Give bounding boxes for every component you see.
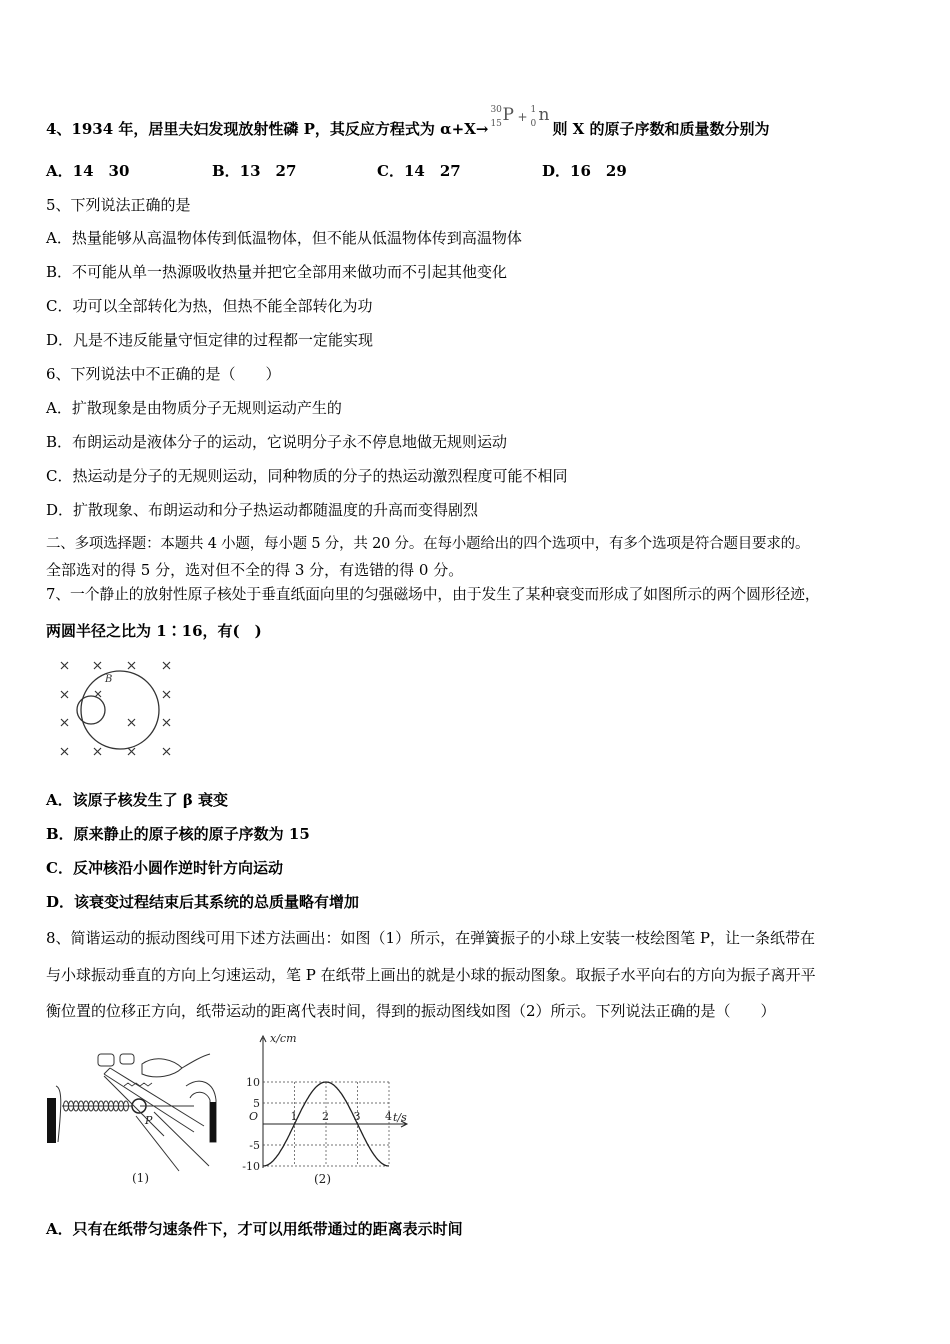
q5-option-c: C．功可以全部转化为热，但热不能全部转化为功 bbox=[46, 297, 373, 315]
q8-stem-line1: 8、简谐运动的振动图线可用下述方法画出：如图（1）所示，在弹簧振子的小球上安装一枝绘图笔 P，让一条纸带在 bbox=[46, 929, 815, 947]
label-b: B bbox=[105, 674, 113, 685]
q4-n-symbol: n bbox=[538, 105, 550, 125]
q8-option-a: A．只有在纸带匀速条件下，才可以用纸带通过的距离表示时间 bbox=[46, 1220, 463, 1238]
hand bbox=[142, 1059, 182, 1077]
q8-stem-line3: 衡位置的位移正方向，纸带运动的距离代表时间，得到的振动图线如图（2）所示。下列说法正确的是（ ） bbox=[46, 1002, 776, 1020]
q6-option-a: A．扩散现象是由物质分子无规则运动产生的 bbox=[46, 399, 342, 417]
right-stand-block bbox=[210, 1102, 216, 1142]
label-p: P bbox=[145, 1114, 153, 1127]
q4-p-z: 15 bbox=[490, 119, 502, 129]
q4-p-mass: 30 bbox=[490, 105, 502, 115]
large-circle-track bbox=[81, 671, 159, 749]
q5-option-a: A．热量能够从高温物体传到低温物体，但不能从低温物体传到高温物体 bbox=[46, 229, 522, 247]
y-axis-label: x/cm bbox=[270, 1032, 297, 1045]
q5-option-d: D．凡是不违反能量守恒定律的过程都一定能实现 bbox=[46, 331, 374, 349]
q4-option-d: D．16 29 bbox=[542, 162, 627, 180]
y-tick-label: 5 bbox=[253, 1097, 260, 1110]
q4-options bbox=[46, 161, 627, 181]
figure-2-caption: (2) bbox=[314, 1172, 331, 1186]
x-tick-label: 1 bbox=[290, 1110, 298, 1123]
y-tick-label: -10 bbox=[242, 1160, 260, 1173]
hand-arm bbox=[182, 1054, 210, 1068]
q4-n-z: 0 bbox=[530, 119, 537, 129]
q4-stem-b: 则 X 的原子序数和质量数分别为 bbox=[552, 120, 770, 138]
q6-option-d: D．扩散现象、布朗运动和分子热运动都随温度的升高而变得剧烈 bbox=[46, 501, 479, 519]
q7-stem-line2: 两圆半径之比为 1∶16，有( ) bbox=[46, 622, 262, 640]
q6-option-b: B．布朗运动是液体分子的运动，它说明分子永不停息地做无规则运动 bbox=[46, 433, 508, 451]
y-tick-label: -5 bbox=[249, 1139, 260, 1152]
q4-option-c: C．14 27 bbox=[377, 162, 461, 180]
q7-option-b: B．原来静止的原子核的原子序数为 15 bbox=[46, 825, 310, 843]
q8-figure-1-apparatus bbox=[44, 1046, 224, 1194]
figure-1-caption: (1) bbox=[132, 1171, 149, 1185]
x-tick-label: 4 bbox=[385, 1110, 392, 1123]
y-tick-label: 10 bbox=[246, 1076, 260, 1089]
roller-left bbox=[98, 1054, 114, 1066]
x-axis-label: t/s bbox=[393, 1111, 407, 1124]
section2-line1: 二、多项选择题：本题共 4 小题，每小题 5 分，共 20 分。在每小题给出的四个选项中，有多个选项是符合题目要求的。 bbox=[46, 536, 810, 552]
wall-support bbox=[56, 1086, 61, 1142]
q7-stem-line1: 7、一个静止的放射性原子核处于垂直纸面向里的匀强磁场中，由于发生了某种衰变而形成了如图所示的两个圆形径迹， bbox=[46, 586, 820, 603]
origin-label: O bbox=[249, 1110, 259, 1123]
x-tick-label: 2 bbox=[322, 1110, 329, 1123]
q8-stem-line2: 与小球振动垂直的方向上匀速运动，笔 P 在纸带上画出的就是小球的振动图象。取振子水平向右的方向为振子离开平 bbox=[46, 966, 816, 984]
q4-n-mass: 1 bbox=[530, 105, 537, 115]
wall-block bbox=[47, 1098, 56, 1143]
q4-option-a: A．14 30 bbox=[46, 162, 130, 180]
q6-stem: 6、下列说法中不正确的是（ ） bbox=[46, 365, 281, 383]
x-tick-label: 3 bbox=[353, 1110, 361, 1123]
q5-option-b: B．不可能从单一热源吸收热量并把它全部用来做功而不引起其他变化 bbox=[46, 263, 508, 281]
q7-option-a: A．该原子核发生了 β 衰变 bbox=[46, 791, 229, 809]
q4-p-symbol: P bbox=[502, 105, 514, 125]
q7-option-d: D．该衰变过程结束后其系统的总质量略有增加 bbox=[46, 893, 360, 911]
q4-stem bbox=[46, 105, 770, 139]
q4-option-b: B．13 27 bbox=[212, 162, 297, 180]
paper-strip bbox=[104, 1068, 204, 1132]
q7-magnetic-field-figure bbox=[52, 656, 182, 760]
section2-line2: 全部选对的得 5 分，选对但不全的得 3 分，有选错的得 0 分。 bbox=[46, 561, 464, 579]
q4-nuclide-expression bbox=[488, 105, 552, 134]
q8-figure-2-vibration-chart bbox=[226, 1028, 426, 1194]
q6-option-c: C．热运动是分子的无规则运动，同种物质的分子的热运动激烈程度可能不相同 bbox=[46, 467, 568, 485]
q7-option-c: C．反冲核沿小圆作逆时针方向运动 bbox=[46, 859, 283, 877]
q4-plus: + bbox=[517, 110, 528, 124]
q5-stem: 5、下列说法正确的是 bbox=[46, 196, 191, 214]
field-cross-inner bbox=[95, 691, 101, 697]
roller-right bbox=[120, 1054, 134, 1064]
q4-stem-a: 4、1934 年，居里夫妇发现放射性磷 P，其反应方程式为 α+X→ bbox=[46, 120, 489, 138]
